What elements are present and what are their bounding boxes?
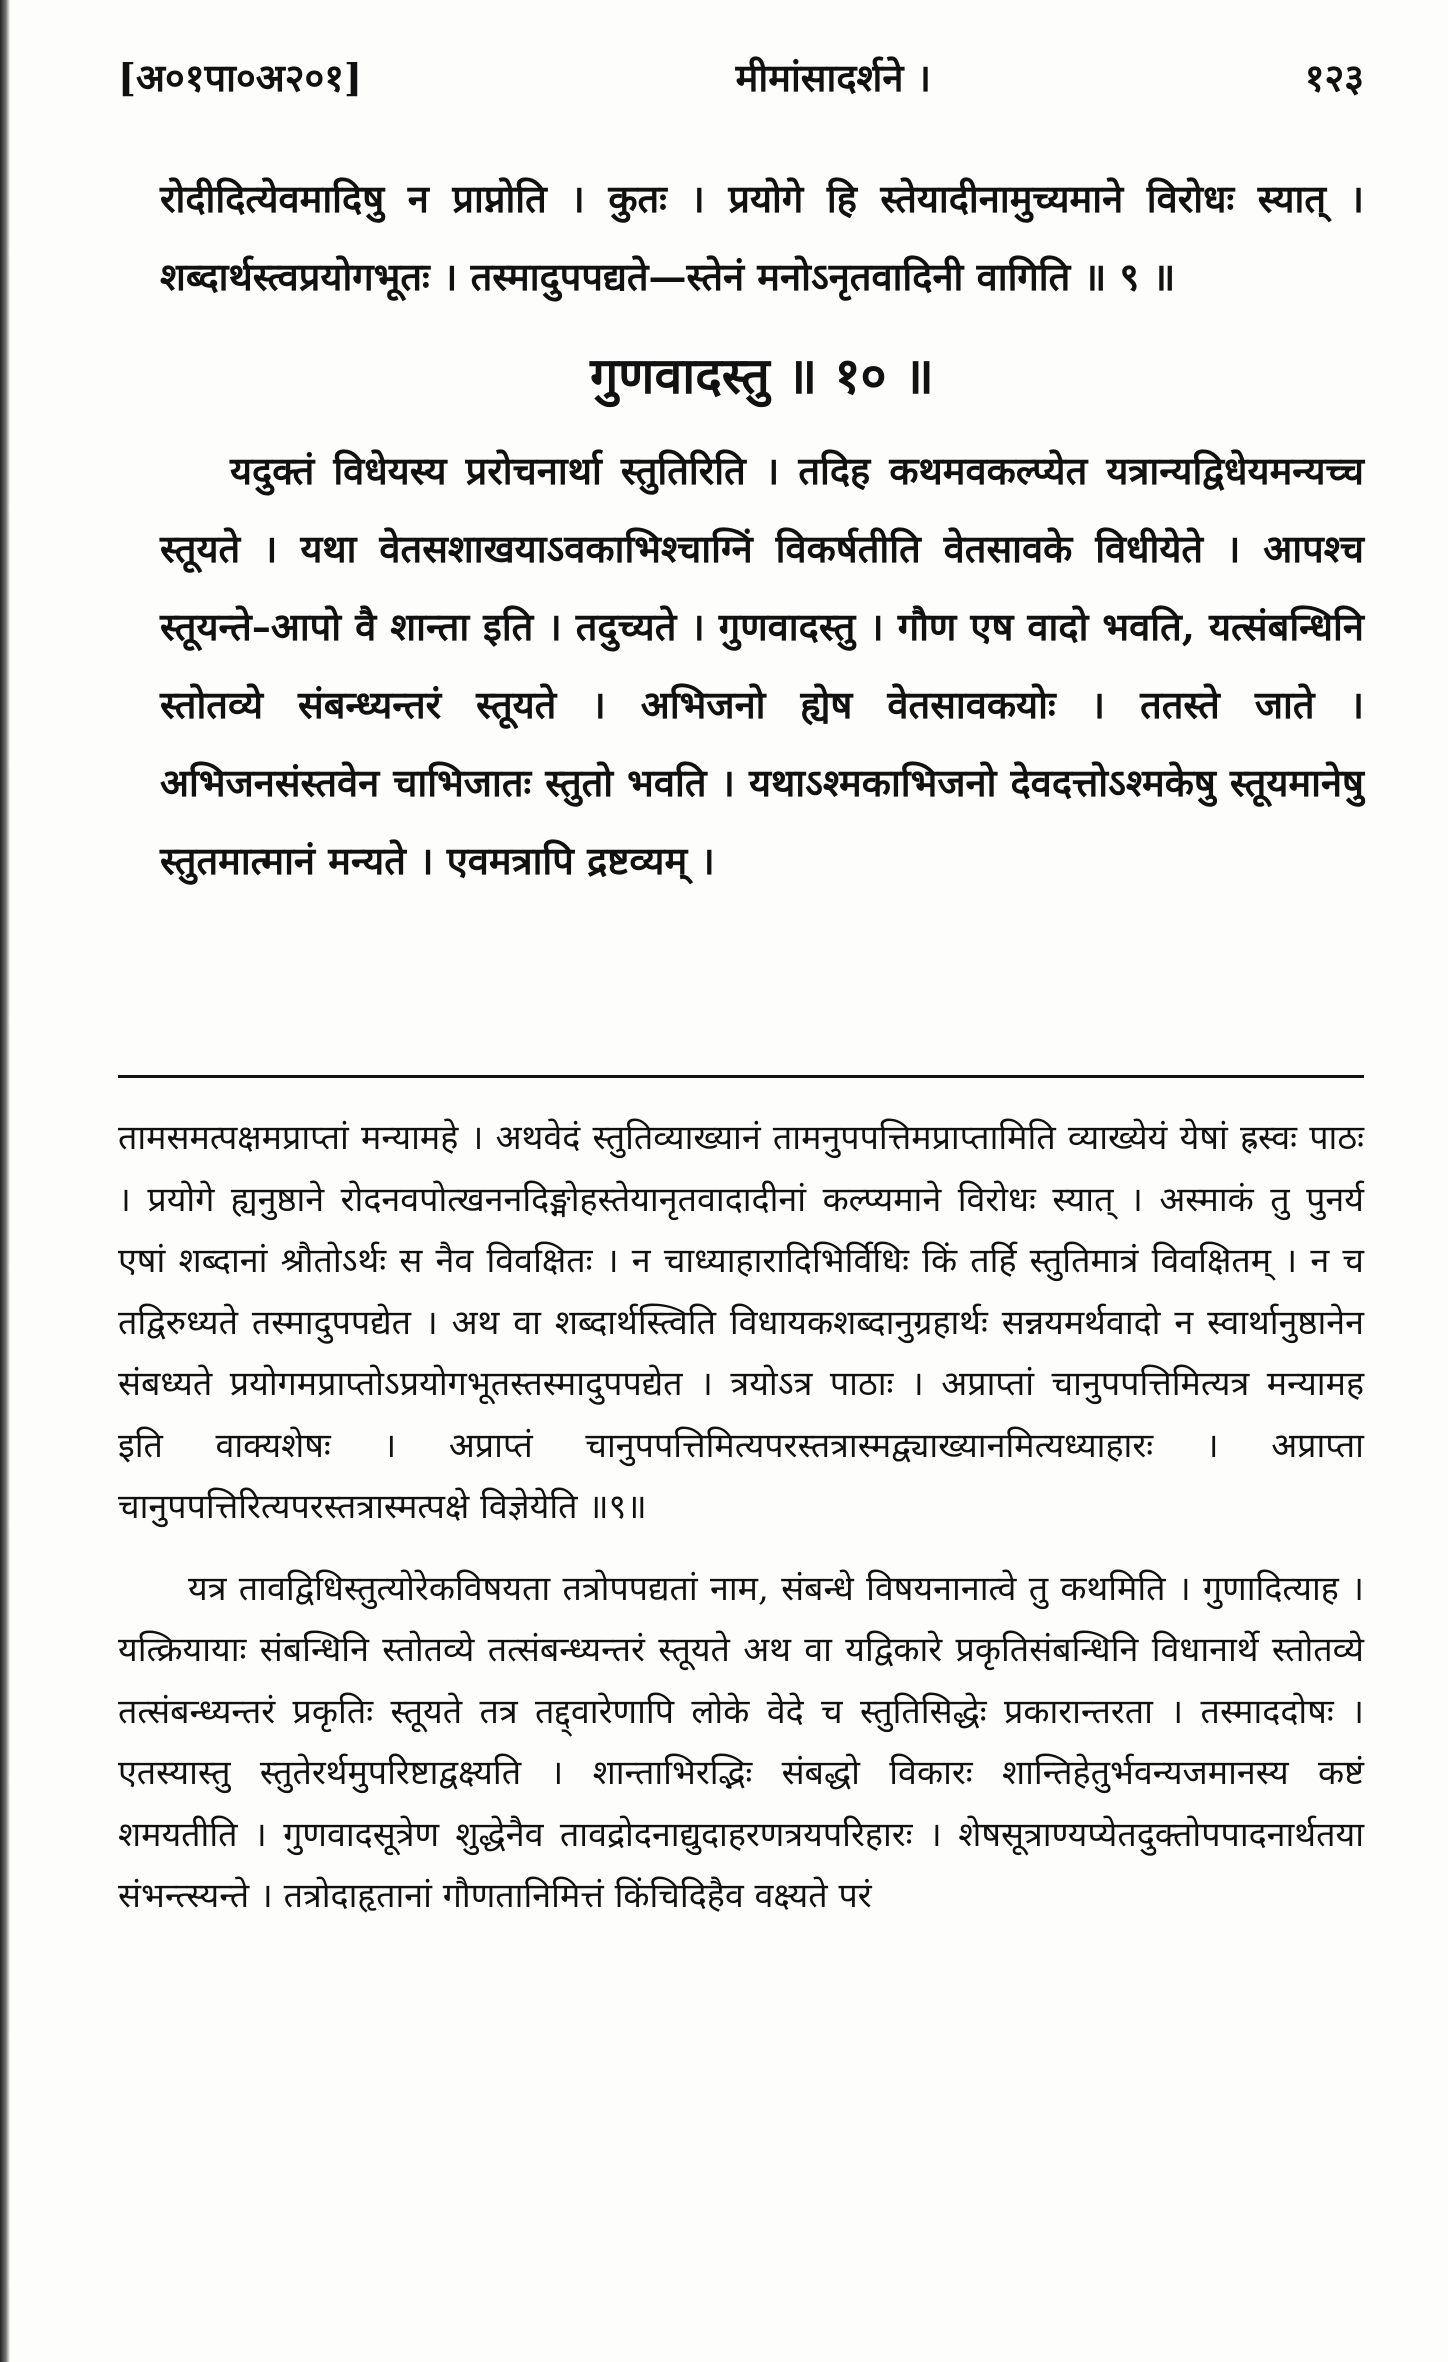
- page-binding-edge: [0, 0, 10, 2362]
- page-number: १२३: [1304, 55, 1364, 100]
- main-text: [160, 160, 1364, 900]
- commentary-text: [118, 1108, 1364, 1928]
- sutra-heading: गुणवादस्तु ॥ १० ॥: [590, 346, 934, 405]
- main-paragraph-1: रोदीदित्येवमादिषु न प्राप्नोति । कुतः । प्रयोगे हि स्तेयादीनामुच्यमाने विरोधः स्यात् । शब्दार्थस्त्वप्रयोगभूतः । तस्मादुपपद्यते—स्तेनं मनोऽनृतवादिनी वागिति ॥ ९ ॥: [160, 176, 1364, 299]
- header-section-ref: [अ०१पा०अ२०१]: [118, 55, 363, 100]
- header-book-title: मीमांसादर्शने ।: [735, 55, 932, 100]
- divider-rule: [118, 1075, 1364, 1078]
- main-paragraph-2: यदुक्तं विधेयस्य प्ररोचनार्था स्तुतिरिति । तदिह कथमवकल्प्येत यत्रान्यद्विधेयमन्यच्च स्तूयते । यथा वेतसशाखयाऽवकाभिश्चाग्निं विकर्षतीति वेतसावके विधीयेते । आपश्च स्तूयन्ते–आपो वै शान्ता इति । तदुच्यते । गुणवादस्तु । गौण एष वादो भवति, यत्संबन्धिनि स्तोतव्ये संबन्ध्यन्तरं स्तूयते । अभिजनो ह्येष वेतसावकयोः । ततस्ते जाते । अभिजनसंस्तवेन चाभिजातः स्तुतो भवति । यथाऽश्मकाभिजनो देवदत्तोऽश्मकेषु स्तूयमानेषु स्तुतमात्मानं मन्यते । एवमत्रापि द्रष्टव्यम् ।: [160, 448, 1364, 883]
- commentary-paragraph-2: यत्र तावद्विधिस्तुत्योरेकविषयता तत्रोपपद्यतां नाम, संबन्धे विषयनानात्वे तु कथमिति । गुणादित्याह । यत्क्रियायाः संबन्धिनि स्तोतव्ये तत्संबन्ध्यन्तरं स्तूयते अथ वा यद्विकारे प्रकृतिसंबन्धिनि विधानार्थे स्तोतव्ये तत्संबन्ध्यन्तरं प्रकृतिः स्तूयते तत्र तद्द्वारेणापि लोके वेदे च स्तुतिसिद्धेः प्रकारान्तरता । तस्माददोषः । एतस्यास्तु स्तुतेरर्थमुपरिष्टाद्वक्ष्यति । शान्ताभिरद्भिः संबद्धो विकारः शान्तिहेतुर्भवन्यजमानस्य कष्टं शमयतीति । गुणवादसूत्रेण शुद्धेनैव तावद्रोदनाद्युदाहरणत्रयपरिहारः । शेषसूत्राण्यप्येतदुक्तोपपादनार्थतया संभन्त्स्यन्ते । तत्रोदाहृतानां गौणतानिमित्तं किंचिदिहैव वक्ष्यते परं: [118, 1568, 1364, 1916]
- running-header: [118, 42, 1364, 112]
- commentary-paragraph-1: तामसमत्पक्षमप्राप्तां मन्यामहे । अथवेदं स्तुतिव्याख्यानं तामनुपपत्तिमप्राप्तामिति व्याख्येयं येषां ह्रस्वः पाठः । प्रयोगे ह्यनुष्ठाने रोदनवपोत्खननदिङ्मोहस्तेयानृतवादादीनां कल्प्यमाने विरोधः स्यात् । अस्माकं तु पुनर्य एषां शब्दानां श्रौतोऽर्थः स नैव विवक्षितः । न चाध्याहारादिभिर्विधिः किं तर्हि स्तुतिमात्रं विवक्षितम् । न च तद्विरुध्यते तस्मादुपपद्येत । अथ वा शब्दार्थस्त्विति विधायकशब्दानुग्रहार्थः सन्नयमर्थवादो न स्वार्थानुष्ठानेन संबध्यते प्रयोगमप्राप्तोऽप्रयोगभूतस्तस्मादुपपद्येत । त्रयोऽत्र पाठाः । अप्राप्तां चानुपपत्तिमित्यत्र मन्यामह इति वाक्यशेषः । अप्राप्तं चानुपपत्तिमित्यपरस्तत्रास्मद्व्याख्यानमित्यध्याहारः । अप्राप्ता चानुपपत्तिरित्यपरस्तत्रास्मत्पक्षे विज्ञेयेति ॥९॥: [118, 1118, 1364, 1527]
